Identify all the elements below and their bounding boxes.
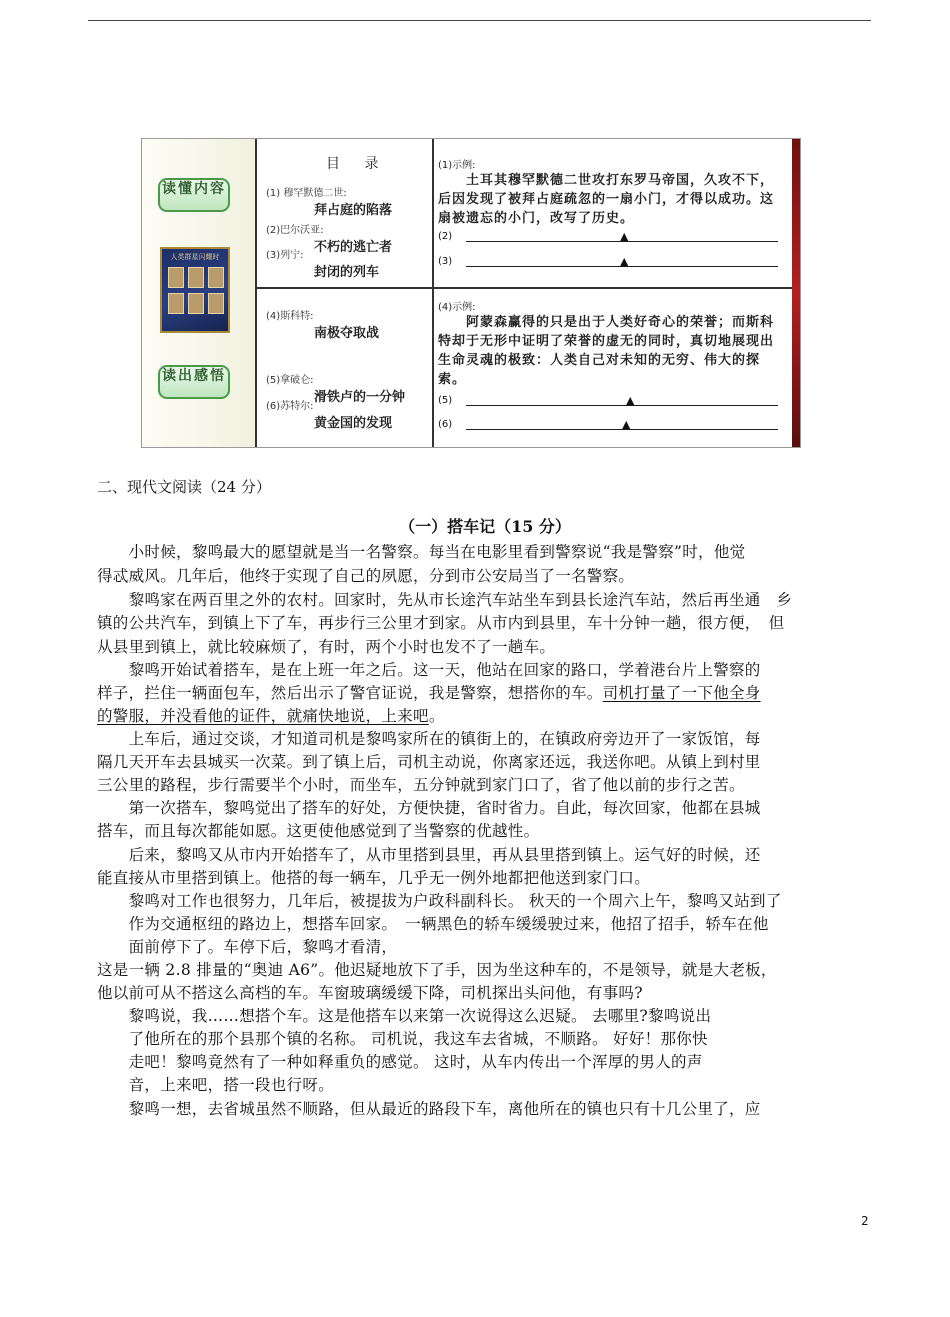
figure-divider [255,139,257,447]
answer-blank-2 [438,231,778,245]
paragraph-line: 后来，黎鸣又从市内开始搭车了，从市里搭到县里，再从县里搭到镇上。运气好的时候，还 [97,846,761,864]
portrait-image [188,267,204,288]
underlined-text: 司机打量了一下他全身 [602,684,761,702]
paragraph-line: 黎鸣说，我……想搭个车。这是他搭车以来第一次说得这么迟疑。 去哪里?黎鸣说出 [97,1007,712,1025]
figure-divider [432,139,434,447]
reading-figure [141,138,801,448]
underlined-text: 的警服，并没看他的证件，就痛快地说，上来吧 [97,707,429,725]
page-number: 2 [861,1214,869,1228]
blank-number: (2) [438,231,453,242]
triangle-marker-icon: ▲ [620,230,629,243]
paragraph-line: 作为交通枢纽的路边上，想搭车回家。 一辆黑色的轿车缓缓驶过来，他招了招手，轿车在他 [97,915,769,933]
paragraph-line: 三公里的路程，步行需要半个小时，而坐车，五分钟就到家门口了，省了他以前的步行之苦。 [97,776,745,794]
toc-entry-title: 滑铁卢的一分钟 [314,390,406,405]
toc-entry-title: 封闭的列车 [314,265,380,280]
paragraph-line [97,681,761,703]
article-title: （一）搭车记（15 分） [399,517,571,536]
paragraph-line: 小时候，黎鸣最大的愿望就是当一名警察。每当在电影里看到警察说“我是警察”时，他觉 [97,543,746,561]
triangle-marker-icon: ▲ [626,394,635,407]
paragraph-line: 面前停下了。车停下后，黎鸣才看清， [97,938,398,956]
paragraph-line: 隔几天开车去县城买一次菜。到了镇上后，司机主动说，你离家还远，我送你吧。从镇上到村里 [97,753,761,771]
toc-entry [266,307,379,341]
answer-blank-5 [438,395,778,409]
paragraph-line: 这是一辆 2.8 排量的“奥迪 A6”。他迟疑地放下了手，因为坐这种车的，不是领导，就是大老板， [97,961,777,979]
book-cover-image [160,247,230,333]
example-label: (1)示例: [438,160,476,171]
example-4 [438,298,780,389]
paragraph-text: 。 [428,707,445,725]
badge-read-feelings: 读出感悟 [158,365,230,399]
section-heading: 二、现代文阅读（24 分） [97,478,271,496]
blank-number: (6) [438,419,453,430]
toc-entry-number: (2)巴尔沃亚: [266,225,324,236]
example-text: 土耳其穆罕默德二世攻打东罗马帝国，久攻不下，后因发现了被拜占庭疏忽的一扇小门，才得以成功。这扇被遗忘的小门，改写了历史。 [438,173,775,226]
toc-entry-title: 拜占庭的陷落 [314,203,393,218]
toc-entry-number: (6)苏特尔: [266,401,314,412]
toc-entry-number: (5)拿破仑: [266,375,314,386]
toc-entry-number: (1) 穆罕默德二世: [266,188,347,199]
paragraph-line: 黎鸣一想，去省城虽然不顺路，但从最近的路段下车，离他所在的镇也只有十几公里了，应 [97,1100,761,1118]
portrait-image [168,293,184,314]
header-rule [88,20,871,21]
paragraph-line: 从县里到镇上，就比较麻烦了，有时，两个小时也发不了一趟车。 [97,638,556,656]
figure-row-divider [255,287,792,289]
paragraph-line: 了他所在的那个县那个镇的名称。 司机说，我这车去省城，不顺路。 好好！那你快 [97,1030,708,1048]
portrait-image [188,293,204,314]
paragraph-line: 能直接从市里搭到镇上。他搭的每一辆车，几乎无一例外地都把他送到家门口。 [97,869,651,887]
toc-entry [266,397,392,431]
paragraph-line: 第一次搭车，黎鸣觉出了搭车的好处，方便快捷，省时省力。自此，每次回家，他都在县城 [97,799,761,817]
paragraph-line [97,704,445,726]
paragraph-line: 上车后，通过交谈，才知道司机是黎鸣家所在的镇街上的，在镇政府旁边开了一家饭馆，每 [97,730,761,748]
paragraph-line: 黎鸣家在两百里之外的农村。回家时，先从市长途汽车站坐车到县长途汽车站，然后再坐通 乡 [97,591,793,609]
paragraph-line: 搭车，而且每次都能如愿。这更使他感觉到了当警察的优越性。 [97,822,540,840]
book-title: 人类群星闪耀时 [170,253,220,261]
triangle-marker-icon: ▲ [622,418,631,431]
example-1 [438,156,780,228]
answer-blank-6 [438,419,778,433]
blank-number: (5) [438,395,453,406]
toc-entry-number: (3)列宁: [266,250,304,261]
paragraph-line: 他以前可从不搭这么高档的车。车窗玻璃缓缓下降，司机探出头问他，有事吗? [97,984,643,1002]
paragraph-line: 黎鸣开始试着搭车，是在上班一年之后。这一天，他站在回家的路口，学着港台片上警察的 [97,661,761,679]
figure-edge-bar [792,139,800,447]
toc-entry [266,184,392,218]
toc-entry-title: 黄金国的发现 [314,416,393,431]
answer-blank-3 [438,256,778,270]
triangle-marker-icon: ▲ [620,255,629,268]
paragraph-line: 得忒威风。几年后，他终于实现了自己的夙愿，分到市公安局当了一名警察。 [97,567,635,585]
toc-entry-number: (4)斯科特: [266,311,314,322]
paragraph-line: 音，上来吧，搭一段也行呀。 [97,1076,335,1094]
paragraph-line: 黎鸣对工作也很努力，几年后，被提拔为户政科副科长。 秋天的一个周六上午，黎鸣又站到了 [97,892,782,910]
paragraph-line: 镇的公共汽车，到镇上下了车，再步行三公里才到家。从市内到县里，车十分钟一趟，很方便， 但 [97,614,785,632]
portrait-image [208,293,224,314]
paragraph-line: 走吧！黎鸣竟然有了一种如释重负的感觉。 这时，从车内传出一个浑厚的男人的声 [97,1053,703,1071]
badge-read-content: 读懂内容 [158,178,230,212]
toc-entry [266,246,379,280]
portrait-image [208,267,224,288]
toc-entry-title: 南极夺取战 [314,326,380,341]
paragraph-text: 样子，拦住一辆面包车，然后出示了警官证说，我是警察，想搭你的车。 [97,684,603,702]
example-text: 阿蒙森赢得的只是出于人类好奇心的荣誉；而斯科特却于无形中证明了荣誉的虚无的同时，真切地展现出生命灵魂的极致：人类自己对未知的无穷、伟大的探索。 [438,315,775,387]
toc-title: 目 录 [326,156,389,172]
example-label: (4)示例: [438,302,476,313]
portrait-image [168,267,184,288]
toc-entry-title: 不朽的逃亡者 [314,240,393,255]
blank-number: (3) [438,256,453,267]
